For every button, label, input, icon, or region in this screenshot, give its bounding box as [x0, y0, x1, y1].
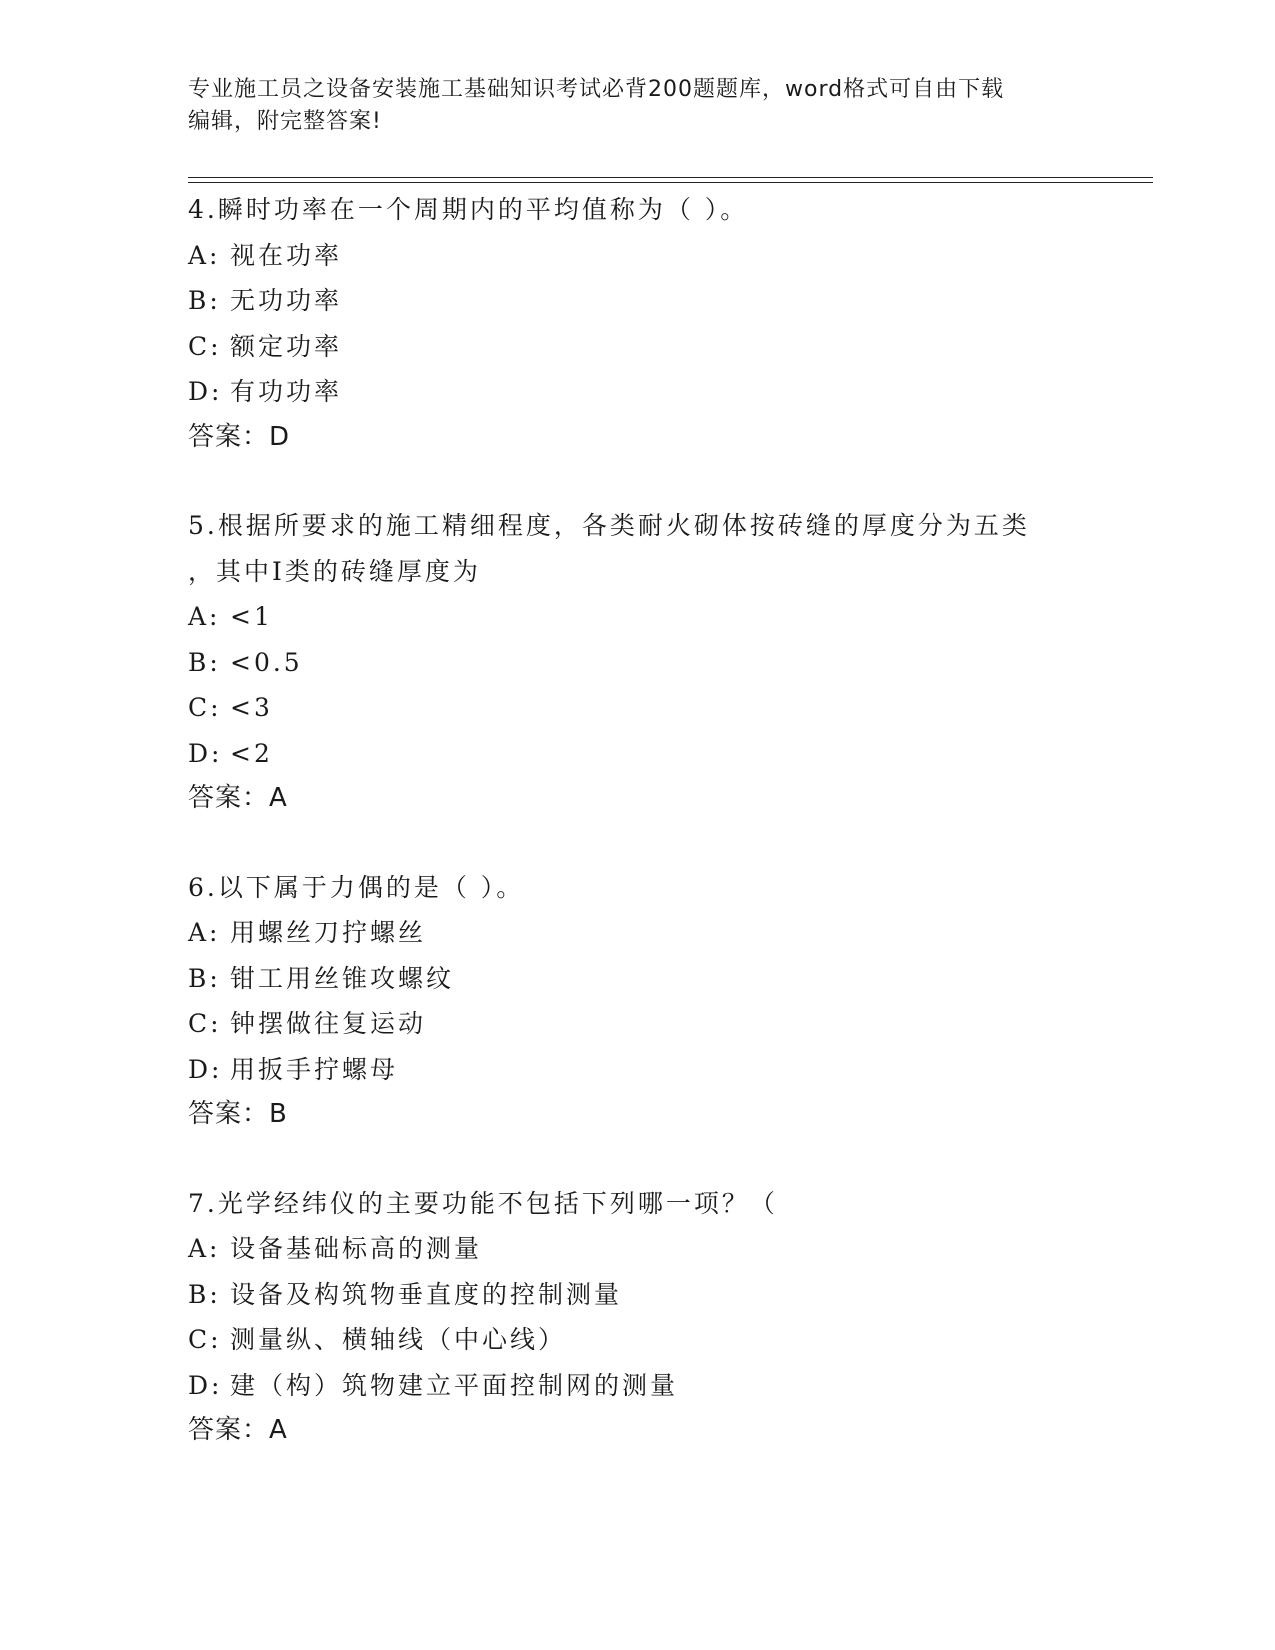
question-block [188, 1181, 1088, 1454]
answer-option [188, 1272, 1088, 1318]
question-stem: 4.瞬时功率在一个周期内的平均值称为（ ）。 [188, 195, 749, 224]
option-text: 建（构）筑物建立平面控制网的测量 [230, 1370, 679, 1400]
question-block [188, 865, 1088, 1138]
header-divider-top [188, 177, 1153, 178]
option-letter: A: [188, 602, 221, 631]
answer-option [188, 731, 1088, 777]
option-text: 用螺丝刀拧螺丝 [230, 918, 427, 947]
option-letter: A: [188, 918, 221, 947]
answer-key: 答案：B [188, 1099, 288, 1129]
header-line-2: 编辑，附完整答案! [188, 109, 382, 134]
question-stem: 6.以下属于力偶的是（ ）。 [188, 872, 525, 902]
option-text: <0.5 [230, 647, 303, 677]
option-text: 视在功率 [230, 240, 343, 270]
question-stem: ，其中Ⅰ类的砖缝厚度为 [188, 556, 481, 586]
answer-key: 答案：A [188, 1415, 288, 1445]
answer-option [188, 278, 1088, 324]
answer-option [188, 640, 1088, 686]
option-text: 额定功率 [230, 331, 343, 361]
option-letter: B: [188, 1279, 221, 1309]
document-header [188, 74, 1068, 138]
option-text: 有功功率 [230, 377, 343, 406]
answer-option [188, 594, 1088, 640]
option-letter: D: [188, 377, 223, 406]
header-divider-bottom [188, 182, 1153, 183]
header-line-1: 专业施工员之设备安装施工基础知识考试必背200题题库，word格式可自由下载 [188, 77, 1005, 102]
option-text: 钟摆做往复运动 [230, 1009, 427, 1038]
option-text: 设备基础标高的测量 [230, 1234, 483, 1263]
answer-option [188, 1226, 1088, 1272]
option-text: <3 [230, 693, 273, 722]
option-letter: C: [188, 693, 222, 722]
option-text: <2 [230, 738, 273, 768]
option-letter: C: [188, 1325, 222, 1354]
answer-option [188, 1317, 1088, 1363]
question-stem: 5.根据所要求的施工精细程度，各类耐火砌体按砖缝的厚度分为五类 [188, 511, 1030, 540]
option-text: 设备及构筑物垂直度的控制测量 [230, 1279, 623, 1309]
question-block [188, 187, 1088, 460]
option-letter: D: [188, 738, 223, 768]
option-text: 钳工用丝锥攻螺纹 [230, 963, 455, 993]
answer-option [188, 685, 1088, 731]
answer-key: 答案：D [188, 421, 291, 452]
option-letter: B: [188, 286, 221, 315]
option-text: 测量纵、横轴线（中心线） [230, 1325, 567, 1354]
option-letter: D: [188, 1370, 223, 1400]
question-stem: 7.光学经纬仪的主要功能不包括下列哪一项？（ [188, 1188, 778, 1218]
answer-option [188, 1001, 1088, 1047]
option-letter: A: [188, 240, 221, 270]
answer-option [188, 233, 1088, 279]
option-text: 用扳手拧螺母 [230, 1054, 399, 1084]
answer-option [188, 956, 1088, 1002]
answer-key: 答案：A [188, 783, 288, 813]
option-letter: C: [188, 1009, 222, 1038]
answer-option [188, 910, 1088, 956]
option-letter: D: [188, 1054, 223, 1084]
option-letter: B: [188, 963, 221, 993]
option-text: <1 [230, 602, 273, 631]
answer-option [188, 1363, 1088, 1409]
answer-option [188, 324, 1088, 370]
answer-option [188, 1047, 1088, 1093]
question-block [188, 503, 1088, 822]
answer-option [188, 369, 1088, 415]
option-letter: A: [188, 1234, 221, 1263]
question-list [188, 187, 1088, 1497]
option-letter: B: [188, 647, 221, 677]
option-letter: C: [188, 331, 222, 361]
option-text: 无功功率 [230, 286, 343, 315]
